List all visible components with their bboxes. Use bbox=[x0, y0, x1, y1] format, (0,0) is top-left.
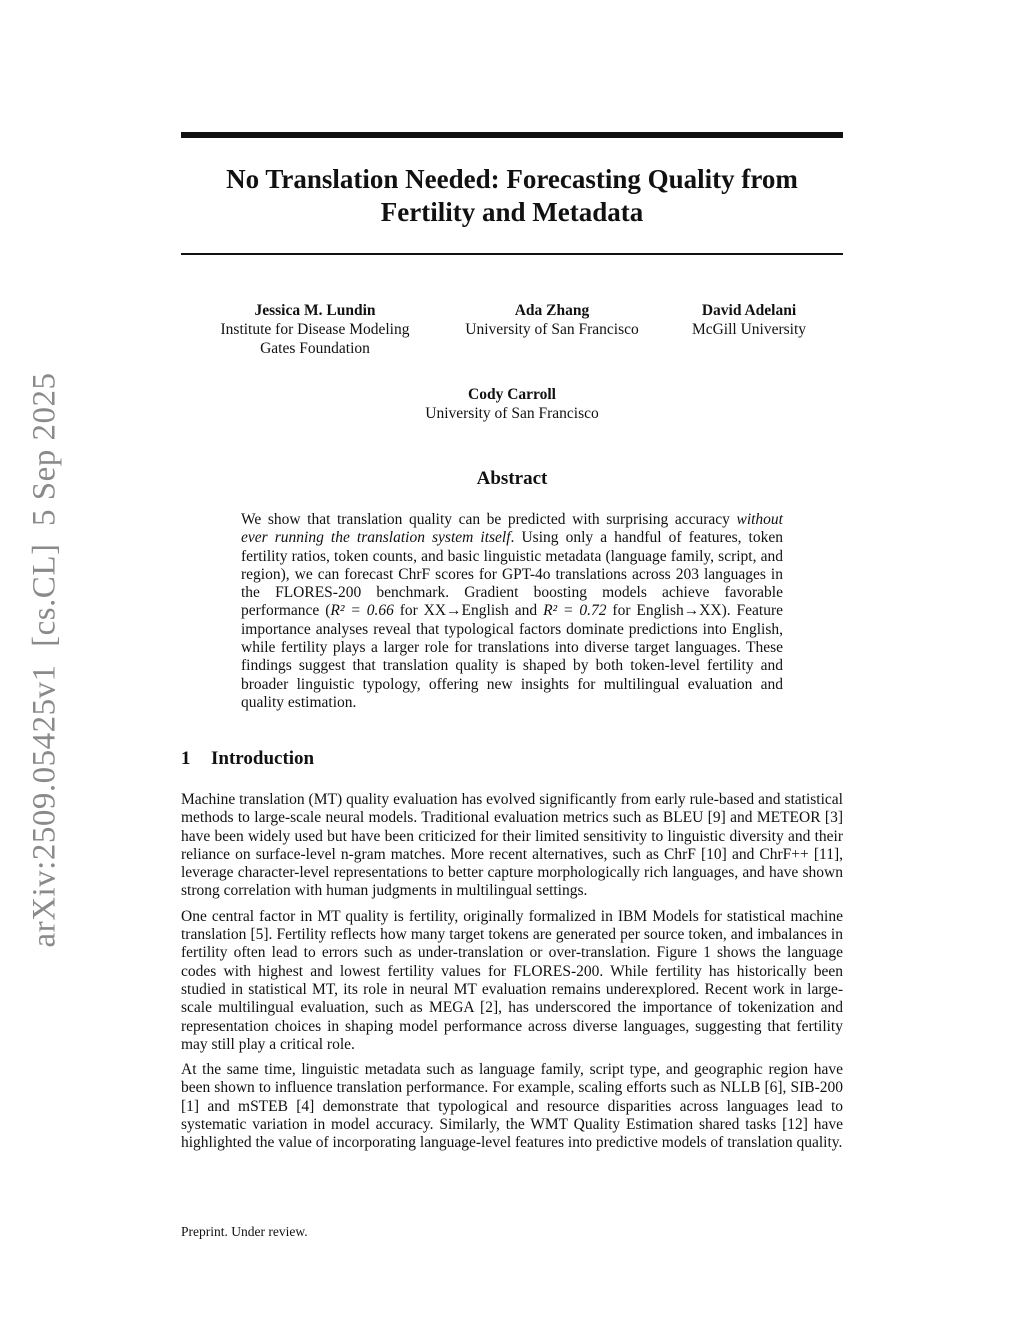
abstract-text bbox=[241, 511, 783, 712]
author-affiliation: McGill University bbox=[691, 321, 807, 338]
body-paragraph: Machine translation (MT) quality evaluation has evolved significantly from early rule-based and statistical methods to large-scale neural models. Traditional evaluation metrics such as BLEU [9] and METEOR [3] have been widely used but have been criticized for their limited sensitivity to linguistic diversity and their reliance on surface-level n-gram matches. More recent alternatives, such as ChrF [10] and ChrF++ [11], leverage character-level representations to better capture morphologically rich languages, and have shown strong correlation with human judgments in multilingual settings. bbox=[181, 791, 843, 900]
author-name: Ada Zhang bbox=[514, 302, 590, 319]
title-rule-bottom bbox=[181, 253, 843, 255]
abstract-text-run: We show that translation quality can be predicted with surprising accuracy bbox=[241, 511, 737, 528]
author-name: Jessica M. Lundin bbox=[254, 302, 376, 319]
author-name: David Adelani bbox=[701, 302, 797, 319]
title-rule-top bbox=[181, 132, 843, 138]
abstract-text-run: for XX→English and bbox=[393, 602, 544, 620]
abstract-heading: Abstract bbox=[476, 468, 548, 489]
abstract-text-run: . Using only a handful of features, token fertility ratios, token counts, and basic linguistic metadata (language family, script, and region), we can forecast ChrF scores for GPT-4o translations across 203 languages in the FLORES-200 benchmark. Gradient boosting models achieve favorable performance ( bbox=[241, 529, 783, 620]
section-number: 1 bbox=[181, 748, 191, 769]
author-block bbox=[442, 301, 662, 339]
footer-note: Preprint. Under review. bbox=[181, 1224, 308, 1239]
author-block bbox=[195, 301, 435, 358]
abstract-math-run: R² = 0.66 bbox=[330, 602, 394, 620]
section-body bbox=[181, 791, 843, 1160]
author-affiliation: Gates Foundation bbox=[260, 340, 370, 357]
author-affiliation: Institute for Disease Modeling bbox=[220, 321, 410, 338]
abstract-italic-run: without ever running the translation system itself bbox=[241, 511, 783, 547]
title-line-2: Fertility and Metadata bbox=[380, 197, 644, 227]
abstract-math-run: R² = 0.72 bbox=[543, 602, 607, 620]
author-block bbox=[381, 385, 643, 423]
author-name: Cody Carroll bbox=[468, 386, 556, 403]
arxiv-identifier: arXiv:2509.05425v1 [cs.CL] 5 Sep 2025 bbox=[26, 372, 63, 948]
abstract-text-run: for English→XX). Feature importance analyses reveal that typological factors dominate predictions into English, while fertility plays a larger role for translations into diverse target languages. These findings suggest that translation quality is shaped by both token-level fertility and broader linguistic typology, offering new insights for multilingual evaluation and quality estimation. bbox=[241, 602, 784, 711]
author-affiliation: University of San Francisco bbox=[425, 405, 599, 422]
paper-title bbox=[181, 163, 843, 229]
body-paragraph: At the same time, linguistic metadata such as language family, script type, and geographic region have been shown to influence translation performance. For example, scaling efforts such as NLLB [6], SIB-200 [1] and mSTEB [4] demonstrate that typological and resource disparities across languages lead to systematic variation in model accuracy. Similarly, the WMT Quality Estimation shared tasks [12] have highlighted the value of incorporating language-level features into predictive models of translation quality. bbox=[181, 1061, 843, 1152]
section-title: Introduction bbox=[211, 748, 315, 769]
body-paragraph: One central factor in MT quality is fertility, originally formalized in IBM Models for statistical machine translation [5]. Fertility reflects how many target tokens are generated per source token, and imbalances in fertility often lead to errors such as under-translation or over-translation. Figure 1 shows the language codes with highest and lowest fertility values for FLORES-200. While fertility has historically been studied in statistical MT, its role in neural MT evaluation remains underexplored. Recent work in large-scale multilingual evaluation, such as MEGA [2], has underscored the importance of tokenization and representation choices in shaping model performance across diverse languages, suggesting that fertility may still play a critical role. bbox=[181, 907, 843, 1053]
section-heading bbox=[181, 748, 314, 770]
author-block bbox=[669, 301, 829, 339]
title-line-1: No Translation Needed: Forecasting Quality from bbox=[226, 164, 798, 194]
author-affiliation: University of San Francisco bbox=[465, 321, 639, 338]
